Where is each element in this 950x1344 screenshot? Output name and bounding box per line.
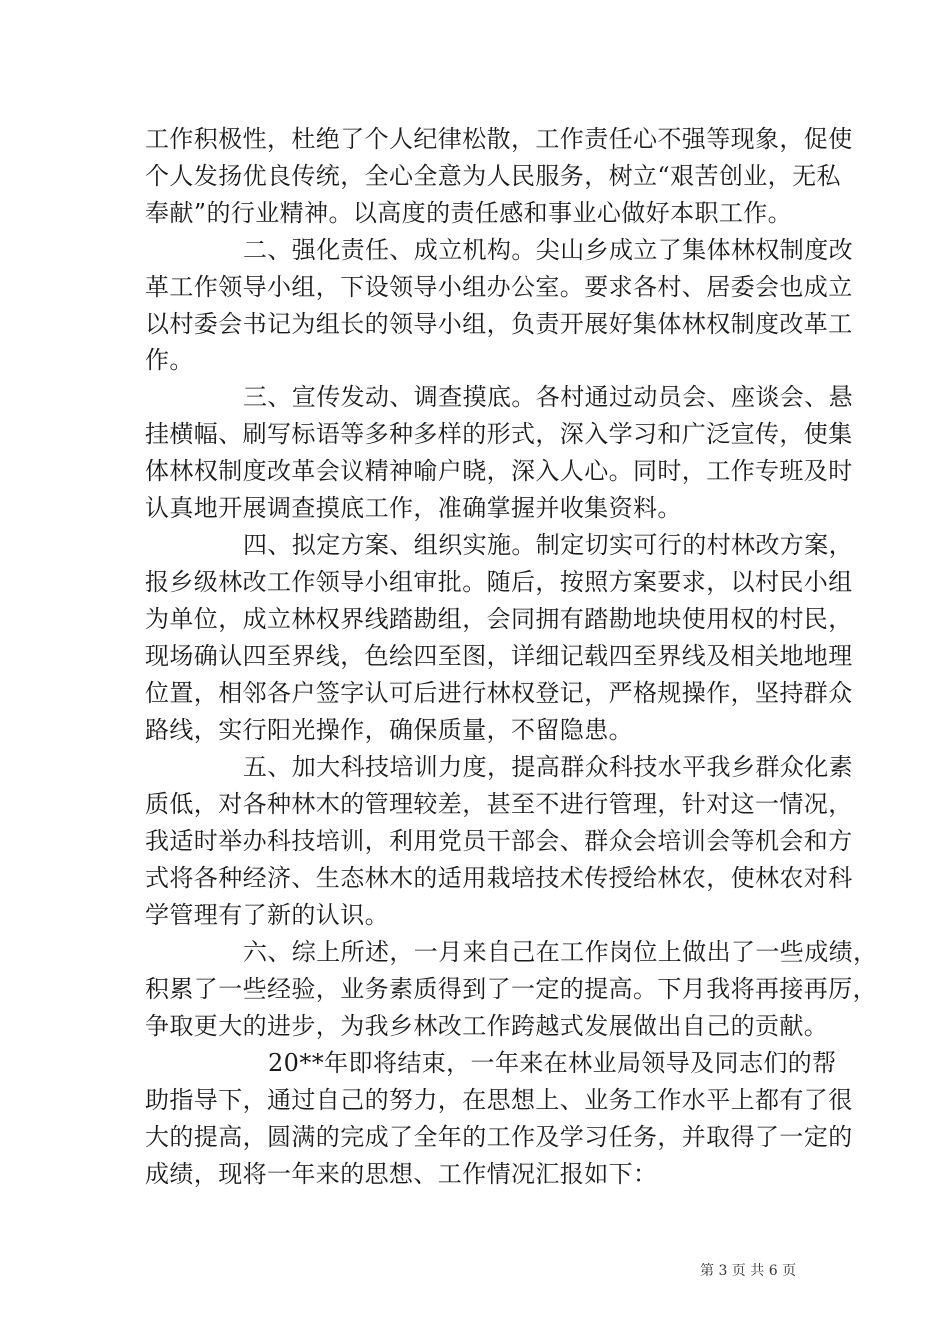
- text-line: 助指导下，通过自己的努力，在思想上、业务工作水平上都有了很: [145, 1086, 853, 1114]
- text-line: 作。: [145, 346, 194, 374]
- text-line: 工作积极性，杜绝了个人纪律松散，工作责任心不强等现象，促使: [145, 125, 853, 153]
- page-number: 第 3 页 共 6 页: [700, 1263, 797, 1279]
- text-line: 挂横幅、刷写标语等多种多样的形式，深入学习和广泛宣传，使集: [145, 420, 853, 448]
- text-line: 争取更大的进步，为我乡林改工作跨越式发展做出自己的贡献。: [145, 1012, 829, 1040]
- paragraph-heading-4: 四、拟定方案、组织实施。制定切实可行的村林改方案，: [243, 531, 853, 559]
- text-line: 个人发扬优良传统，全心全意为人民服务，树立“艰苦创业，无私: [145, 162, 841, 190]
- text-line: 报乡级林改工作领导小组审批。随后，按照方案要求，以村民小组: [145, 568, 853, 596]
- text-line: 路线，实行阳光操作，确保质量，不留隐患。: [145, 716, 633, 744]
- paragraph-heading-6: 六、综上所述，一月来自己在工作岗位上做出了一些成绩，: [243, 938, 878, 966]
- text-line: 为单位，成立林权界线踏勘组，会同拥有踏勘地块使用权的村民，: [145, 605, 853, 633]
- text-line: 奉献”的行业精神。以高度的责任感和事业心做好本职工作。: [145, 199, 793, 227]
- paragraph-heading-3: 三、宣传发动、调查摸底。各村通过动员会、座谈会、悬: [243, 383, 853, 411]
- text-line: 积累了一些经验，业务素质得到了一定的提高。下月我将再接再厉，: [145, 975, 877, 1003]
- text-line: 我适时举办科技培训，利用党员干部会、群众会培训会等机会和方: [145, 827, 853, 855]
- text-line: 革工作领导小组，下设领导小组办公室。要求各村、居委会也成立: [145, 273, 853, 301]
- text-line: 位置，相邻各户签字认可后进行林权登记，严格规操作，坚持群众: [145, 679, 853, 707]
- text-line: 式将各种经济、生态林木的适用栽培技术传授给林农，使林农对科: [145, 864, 853, 892]
- text-line: 体林权制度改革会议精神喻户晓，深入人心。同时，工作专班及时: [145, 457, 853, 485]
- text-line: 学管理有了新的认识。: [145, 901, 389, 929]
- text-line: 大的提高，圆满的完成了全年的工作及学习任务，并取得了一定的: [145, 1123, 853, 1151]
- paragraph-intro: 20**年即将结束，一年来在林业局领导及同志们的帮: [268, 1049, 837, 1077]
- paragraph-heading-5: 五、加大科技培训力度，提高群众科技水平我乡群众化素: [243, 753, 853, 781]
- text-line: 成绩，现将一年来的思想、工作情况汇报如下：: [145, 1160, 658, 1188]
- text-line: 质低，对各种林木的管理较差，甚至不进行管理，针对这一情况，: [145, 790, 853, 818]
- text-line: 以村委会书记为组长的领导小组，负责开展好集体林权制度改革工: [145, 310, 853, 338]
- text-line: 现场确认四至界线，色绘四至图，详细记载四至界线及相关地地理: [145, 642, 853, 670]
- text-line: 认真地开展调查摸底工作，准确掌握并收集资料。: [145, 494, 682, 522]
- paragraph-heading-2: 二、强化责任、成立机构。尖山乡成立了集体林权制度改: [243, 236, 853, 264]
